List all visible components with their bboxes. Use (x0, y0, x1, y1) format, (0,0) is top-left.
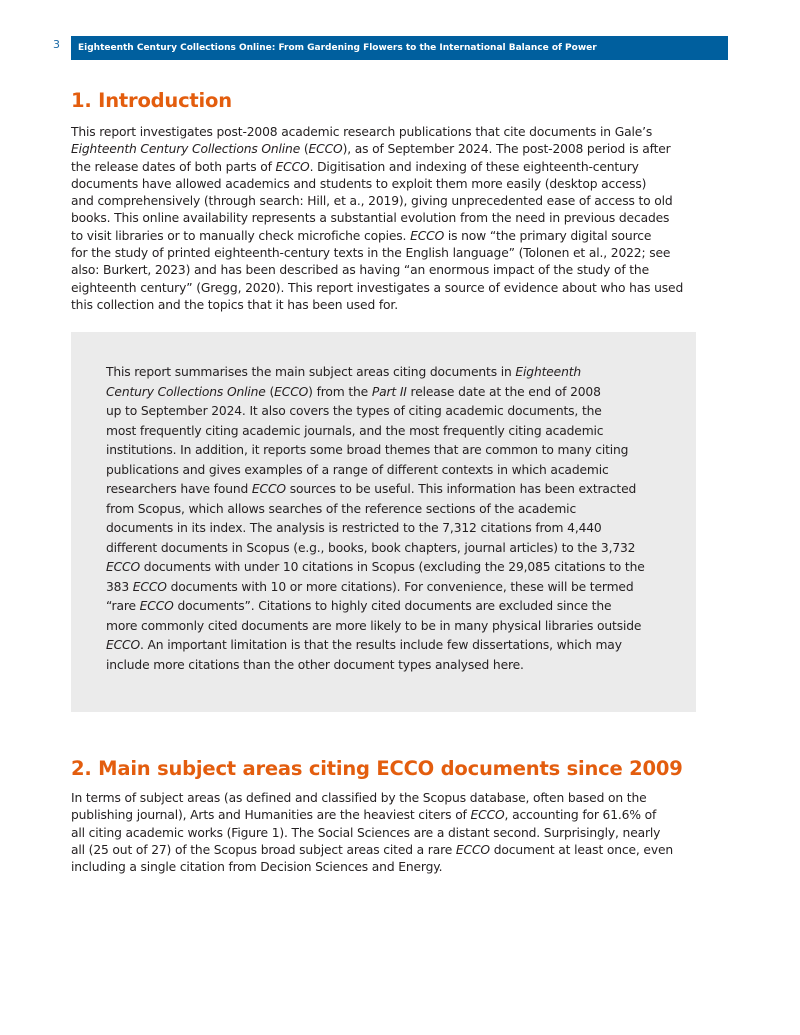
text-line (106, 617, 642, 637)
text-run: document at least once, even (489, 842, 674, 857)
text-line (71, 193, 696, 210)
text-run: This report summarises the main subject areas citing documents in (106, 365, 516, 379)
text-line (71, 859, 696, 876)
text-run: all citing academic works (Figure 1). The Social Sciences are a distant second. Surprisingly, nearly (71, 825, 661, 840)
text-run: books. This online availability represents a substantial evolution from the need in previous decades (71, 211, 670, 226)
text-run: different documents in Scopus (e.g., books, book chapters, journal articles) to the 3,732 (106, 540, 636, 555)
text-run: This report investigates post-2008 academic research publications that cite documents in Gale’s (71, 125, 653, 139)
summary-box (71, 332, 696, 712)
italic-text: Eighteenth Century Collections Online (71, 142, 301, 157)
text-run: for the study of printed eighteenth-century texts in the English language” (Tolonen et al., 2022; see (71, 246, 671, 261)
text-line (71, 124, 696, 141)
text-run: In terms of subject areas (as defined and classified by the Scopus database, often based on the (71, 791, 647, 805)
text-run: documents with 10 or more citations). For convenience, these will be termed (166, 579, 634, 594)
italic-text: ECCO (139, 599, 174, 613)
text-line (106, 539, 636, 559)
text-line (106, 383, 631, 403)
text-line (106, 500, 631, 520)
text-line (106, 578, 634, 598)
italic-text: ECCO (470, 808, 505, 823)
text-line (71, 842, 696, 859)
text-run: this collection and the topics that it has been used for. (71, 297, 398, 312)
text-line (106, 441, 631, 461)
italic-text: ECCO (308, 142, 343, 157)
text-run: sources to be useful. This information has been extracted (285, 482, 637, 496)
introduction-paragraph (71, 124, 696, 314)
italic-text: Century Collections Online (106, 384, 266, 399)
text-run: all (25 out of 27) of the Scopus broad subject areas cited a rare (71, 842, 456, 857)
text-line (106, 402, 631, 422)
italic-text: ECCO (410, 228, 445, 243)
section-heading-subject-areas: 2. Main subject areas citing ECCO documents since 2009 (71, 757, 683, 780)
text-line (71, 228, 696, 245)
text-run: including a single citation from Decision Sciences and Energy. (71, 860, 443, 875)
text-run: eighteenth century” (Gregg, 2020). This report investigates a source of evidence about who has used (71, 280, 684, 295)
text-line (106, 461, 631, 481)
text-line (71, 141, 696, 158)
text-run: ( (265, 384, 275, 399)
text-run: is now “the primary digital source (444, 228, 652, 243)
text-line (106, 422, 631, 442)
text-run: release date at the end of 2008 (406, 384, 601, 399)
text-line (71, 790, 696, 807)
text-run: “rare (106, 599, 140, 613)
text-line (71, 176, 696, 193)
italic-text: Eighteenth (515, 365, 582, 379)
italic-text: ECCO (274, 384, 309, 399)
text-run: ( (300, 142, 309, 157)
text-run: publications and gives examples of a range of different contexts in which academic (106, 462, 609, 477)
italic-text: ECCO (106, 638, 141, 652)
text-run: institutions. In addition, it reports some broad themes that are common to many citing (106, 443, 629, 457)
text-run: up to September 2024. It also covers the types of citing academic documents, the (106, 404, 602, 418)
text-run: from Scopus, which allows searches of the reference sections of the academic (106, 501, 577, 516)
italic-text: Part II (371, 384, 407, 399)
text-line (106, 636, 631, 656)
text-line (71, 807, 696, 824)
italic-text: ECCO (275, 159, 310, 174)
text-run: more commonly cited documents are more likely to be in many physical libraries outside (106, 618, 642, 633)
italic-text: ECCO (132, 579, 167, 594)
text-line (71, 210, 696, 227)
text-line (71, 280, 696, 297)
text-run: to visit libraries or to manually check microfiche copies. (71, 228, 411, 243)
text-run: the release dates of both parts of (71, 159, 276, 174)
text-run: documents”. Citations to highly cited documents are excluded since the (173, 599, 612, 613)
text-run: and comprehensively (through search: Hill, et a., 2019), giving unprecedented ease of access to old (71, 194, 673, 209)
text-line (71, 245, 696, 262)
text-run: researchers have found (106, 482, 252, 496)
text-run: , accounting for 61.6% of (504, 808, 657, 823)
text-line (106, 480, 637, 500)
text-run: documents in its index. The analysis is restricted to the 7,312 citations from 4,440 (106, 521, 602, 535)
text-run: publishing journal), Arts and Humanities are the heaviest citers of (71, 808, 471, 823)
text-line (71, 297, 696, 314)
section-heading-introduction: 1. Introduction (71, 89, 232, 112)
text-line (106, 558, 645, 578)
text-run: . Digitisation and indexing of these eighteenth-century (309, 159, 639, 174)
text-line (106, 519, 631, 539)
text-line (71, 159, 696, 176)
text-run: most frequently citing academic journals, and the most frequently citing academic (106, 423, 604, 438)
text-run: ) from the (308, 384, 372, 399)
text-line (106, 656, 631, 676)
text-line (106, 363, 631, 383)
italic-text: ECCO (455, 842, 490, 857)
text-run: include more citations than the other document types analysed here. (106, 657, 524, 672)
text-run: 383 (106, 579, 133, 594)
text-run: ), as of September 2024. The post-2008 period is after (342, 142, 671, 157)
summary-paragraph (106, 363, 645, 675)
text-line (71, 262, 696, 279)
running-header: Eighteenth Century Collections Online: From Gardening Flowers to the International Balance of Power (71, 36, 728, 60)
italic-text: ECCO (251, 482, 286, 496)
text-run: . An important limitation is that the results include few dissertations, which may (140, 638, 622, 652)
page-number: 3 (53, 38, 60, 51)
text-run: documents have allowed academics and students to exploit them more easily (desktop access) (71, 176, 647, 191)
text-line (106, 597, 631, 617)
subject-areas-paragraph (71, 790, 696, 876)
text-run: also: Burkert, 2023) and has been described as having “an enormous impact of the study of the (71, 263, 649, 278)
text-run: documents with under 10 citations in Scopus (excluding the 29,085 citations to the (140, 560, 645, 574)
italic-text: ECCO (106, 560, 141, 574)
text-line (71, 825, 696, 842)
